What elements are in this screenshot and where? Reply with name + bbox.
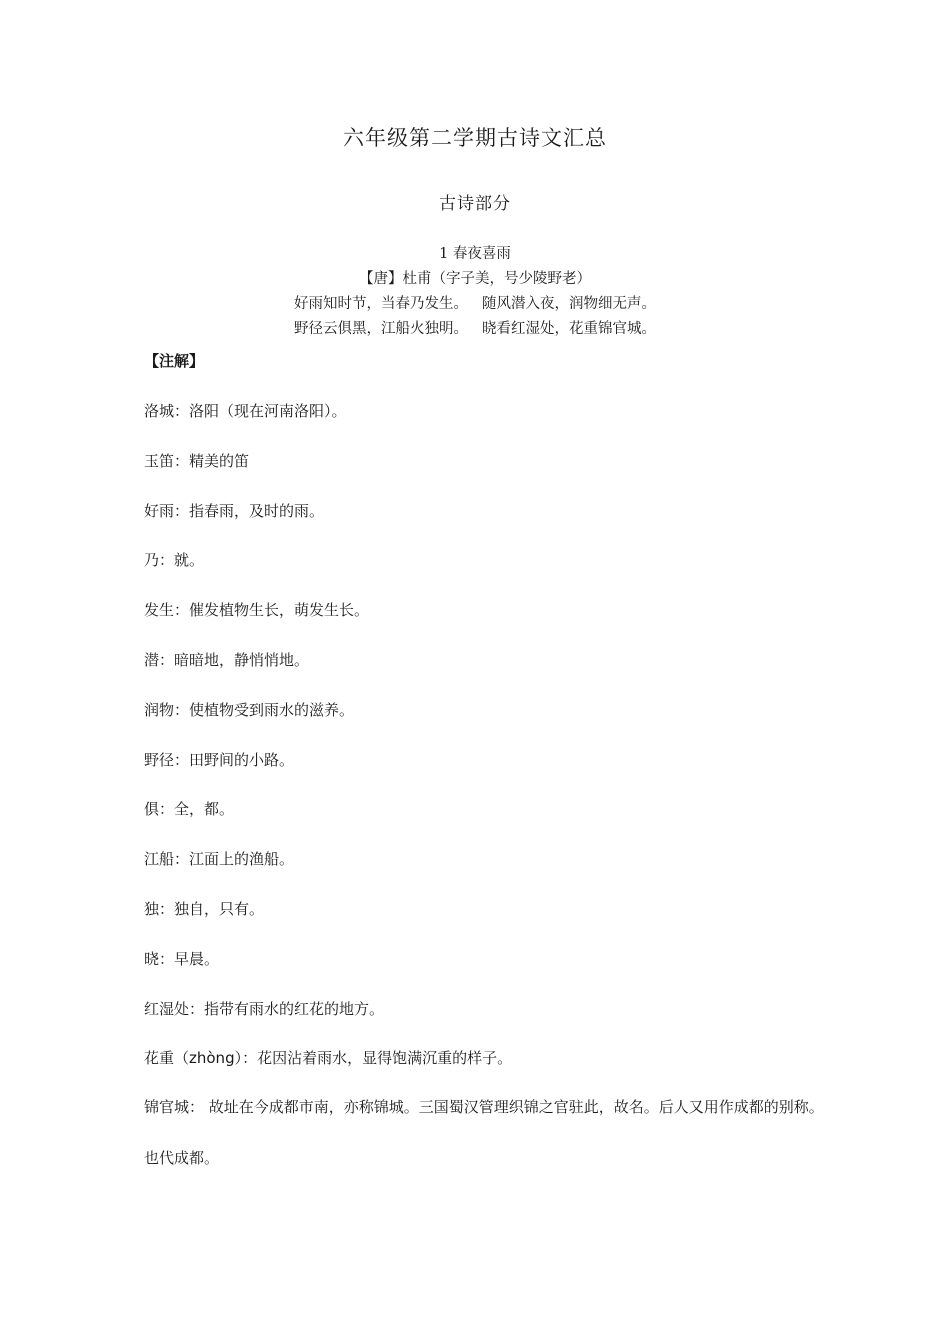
note-item: 野径：田野间的小路。 (144, 750, 295, 769)
note-item: 润物：使植物受到雨水的滋养。 (144, 700, 355, 719)
document-title: 六年级第二学期古诗文汇总 (343, 126, 607, 150)
poem-verse: 晓看红湿处，花重锦官城。 (482, 321, 656, 337)
notes-heading: 【注解】 (144, 352, 205, 370)
poem-verse: 好雨知时节，当春乃发生。 (294, 296, 468, 312)
note-item: 发生：催发植物生长，萌发生长。 (144, 601, 370, 620)
note-item: 锦官城： 故址在今成都市南，亦称锦城。三国蜀汉管理织锦之官驻此，故名。后人又用作成都的别称。也代成都。 (144, 1098, 824, 1168)
note-item: 好雨：指春雨，及时的雨。 (144, 501, 325, 520)
poem-line (0, 292, 950, 317)
poem-line (0, 317, 950, 342)
note-item: 潜：暗暗地，静悄悄地。 (144, 650, 310, 669)
note-item: 江船：江面上的渔船。 (144, 850, 295, 869)
note-item: 俱：全，都。 (144, 800, 235, 819)
note-item: 独：独自，只有。 (144, 899, 265, 918)
poem-verse: 随风潜入夜，润物细无声。 (482, 296, 656, 312)
poem-author: 【唐】杜甫（字子美，号少陵野老） (359, 271, 591, 287)
poem-block (0, 242, 950, 342)
note-item: 玉笛：精美的笛 (144, 451, 250, 470)
note-item: 乃：就。 (144, 551, 205, 570)
note-item: 洛城：洛阳（现在河南洛阳）。 (144, 402, 347, 420)
note-item: 花重（zhòng）：花因沾着雨水，显得饱满沉重的样子。 (144, 1049, 513, 1068)
section-title: 古诗部分 (439, 194, 511, 214)
note-item: 晓：早晨。 (144, 949, 220, 968)
notes-list (144, 399, 824, 1184)
poem-title: 1 春夜喜雨 (439, 246, 511, 262)
note-item: 红湿处：指带有雨水的红花的地方。 (144, 999, 385, 1018)
poem-verse: 野径云俱黑，江船火独明。 (294, 321, 468, 337)
